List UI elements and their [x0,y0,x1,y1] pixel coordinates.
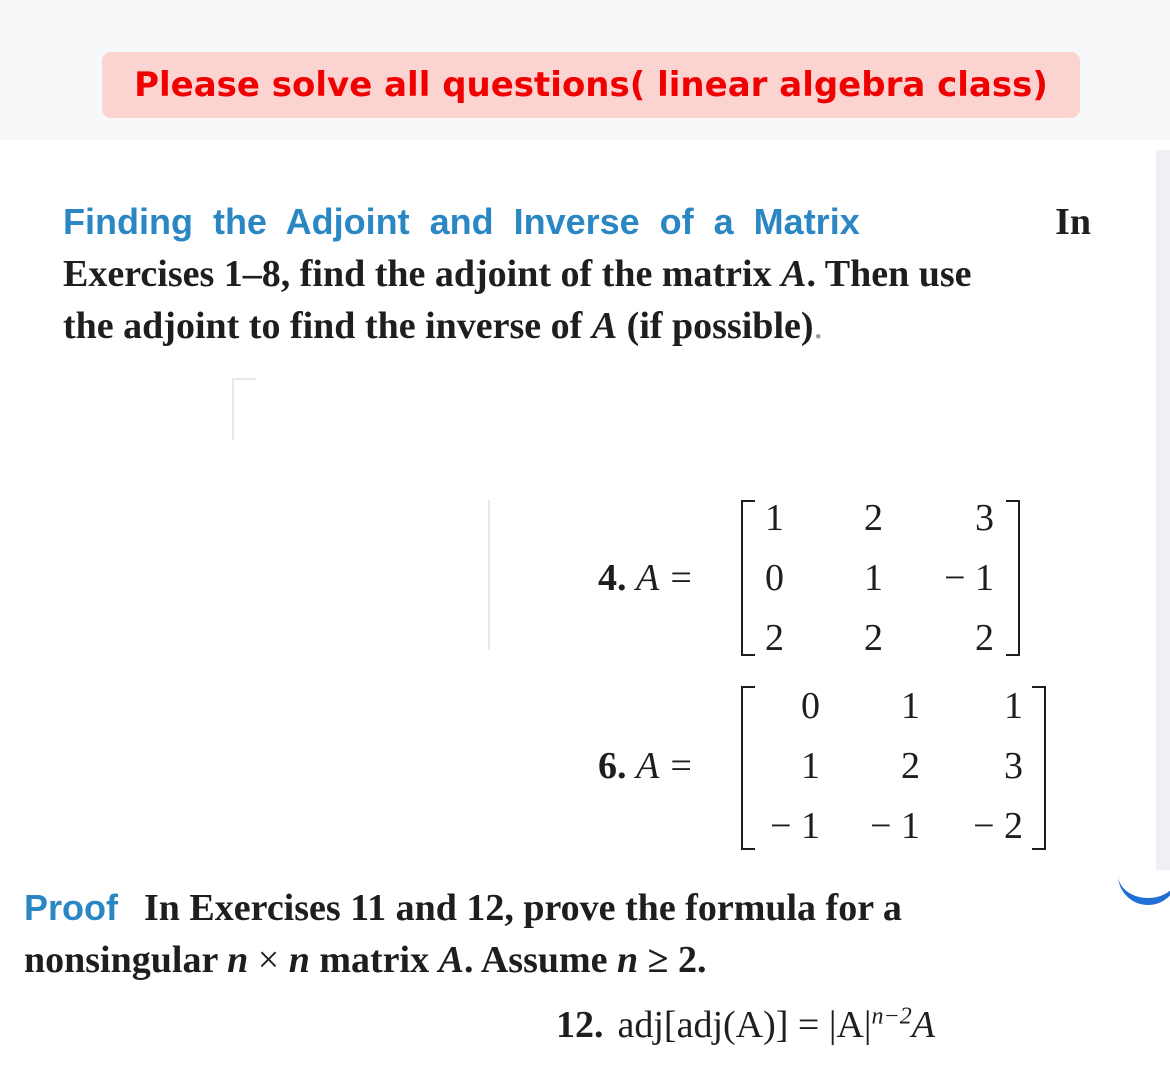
section-heading [63,196,1103,352]
matrix-cell: 0 [801,685,820,727]
matrix-cell: 1 [765,497,784,539]
ghost-bracket [232,378,256,440]
matrix-cell: 3 [1004,745,1023,787]
exercise-12-exponent: n−2 [871,1003,912,1030]
matrix-cell: 2 [765,617,784,659]
matrix-left-bracket [741,686,755,850]
page-edge [1156,150,1170,870]
proof-line-1: Proof In Exercises 11 and 12, prove the formula for a [24,887,902,929]
matrix-cell: 1 [801,745,820,787]
matrix-cell: 1 [864,557,883,599]
exercise-12-rhs: A [911,1004,935,1046]
proof-label: Proof [24,887,118,928]
matrix-cell: 2 [975,617,994,659]
matrix-cell: 1 [1004,685,1023,727]
exercise-4-label: 4. A = [598,557,694,599]
proof-section [24,882,1144,986]
matrix-cell: 2 [864,617,883,659]
section-title-tail: In [1055,201,1091,243]
section-title: Finding the Adjoint and Inverse of a Matrix [63,201,860,242]
matrix-cell: 2 [864,497,883,539]
question-banner [102,52,1080,118]
matrix-cell: − 1 [944,557,994,599]
instructions-line-3: the adjoint to find the inverse of A (if possible). [63,305,824,347]
exercise-12-formula: adj[adj(A)] = |A| [617,1004,872,1046]
matrix-cell: 1 [901,685,920,727]
ghost-bracket [488,500,490,650]
matrix-right-bracket [1006,500,1020,656]
banner-text: Please solve all questions( linear algebra class) [134,65,1048,105]
instructions-line-2: Exercises 1–8, find the adjoint of the matrix A. Then use [63,253,972,295]
proof-line-2: nonsingular n × n matrix A. Assume n ≥ 2. [24,939,707,981]
matrix-cell: 2 [901,745,920,787]
matrix-cell: − 1 [870,805,920,847]
exercise-12-number: 12. [556,1004,604,1046]
matrix-cell: − 1 [770,805,820,847]
exercise-12 [556,1003,935,1047]
exercise-6-label: 6. A = [598,745,694,787]
matrix-right-bracket [1032,686,1046,850]
matrix-cell: 3 [975,497,994,539]
matrix-cell: 0 [765,557,784,599]
matrix-cell: − 2 [973,805,1023,847]
